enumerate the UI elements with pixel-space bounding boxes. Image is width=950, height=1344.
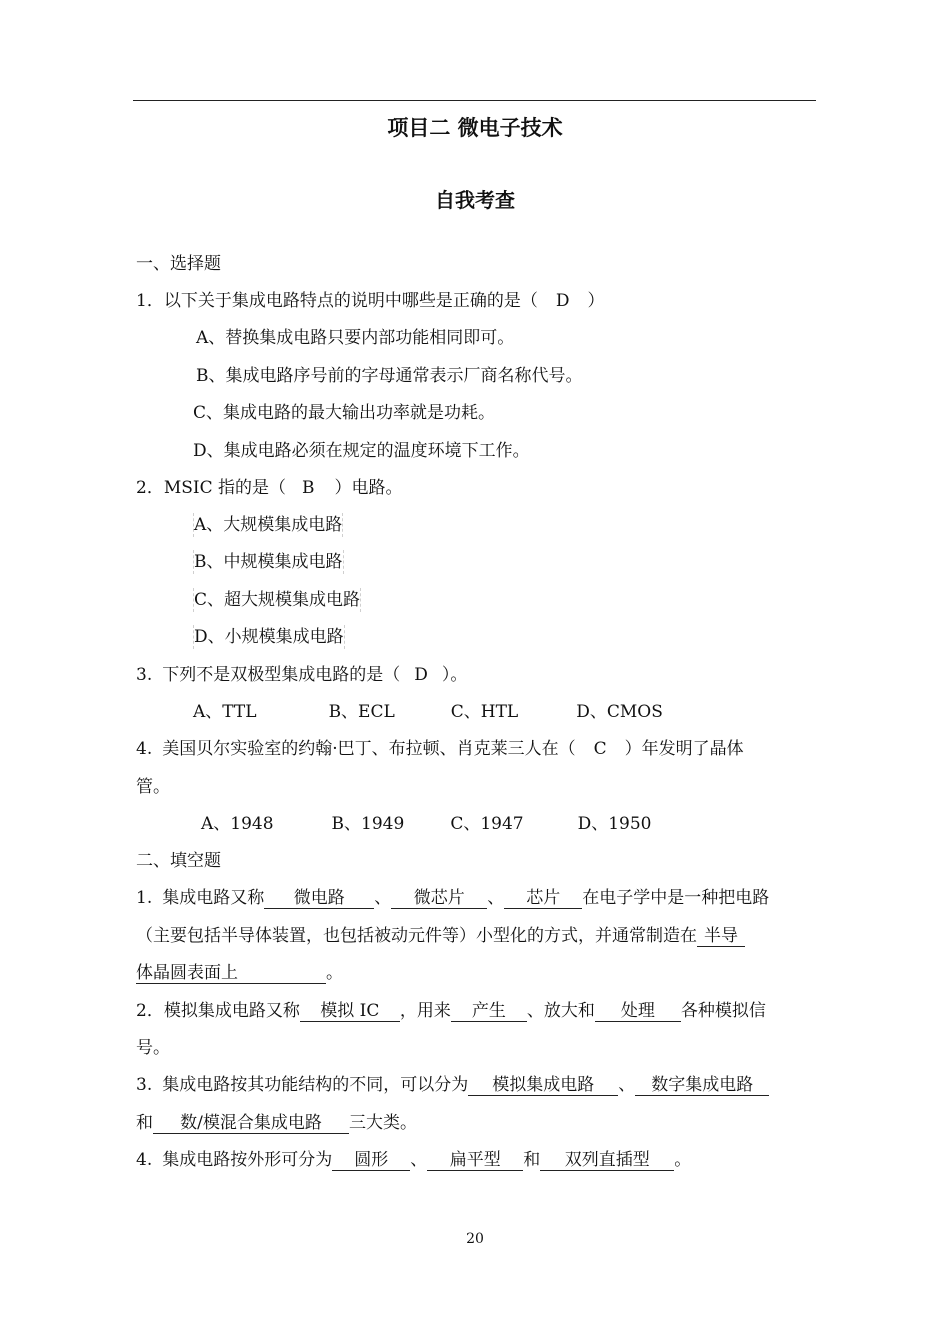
question-3	[136, 663, 467, 687]
question-number: 4.	[136, 739, 153, 759]
option-1c: C、集成电路的最大输出功率就是功耗。	[193, 403, 496, 423]
fill-end: 。	[674, 1150, 692, 1170]
fill-blank-answer: 扁平型	[427, 1150, 523, 1171]
option-3c: C、HTL	[450, 702, 519, 722]
fill-end: 。	[326, 963, 343, 983]
fill-blank-answer: 微电路	[264, 888, 374, 909]
option-4a: A、1948	[201, 814, 274, 834]
fill-text: 模拟集成电路又称	[163, 1001, 300, 1021]
fill-1-line2	[136, 924, 745, 948]
page-subtitle: 自我考查	[435, 188, 515, 212]
fill-blank-answer: 芯片	[504, 888, 582, 909]
page-title: 项目二 微电子技术	[387, 116, 563, 140]
fill-blank-answer: 双列直插型	[540, 1150, 674, 1171]
question-1	[136, 289, 604, 313]
fill-text: 集成电路按外形可分为	[162, 1150, 333, 1170]
fill-text: 、放大和	[526, 1001, 595, 1021]
option-3b: B、ECL	[328, 702, 395, 722]
fill-text: 集成电路按其功能结构的不同，可以分为	[162, 1075, 469, 1095]
fill-text: 集成电路又称	[162, 888, 265, 908]
fill-text: 在电子学中是一种把电路	[582, 888, 770, 908]
question-close: ）年发明了晶体	[624, 739, 744, 759]
page-number: 20	[466, 1231, 484, 1247]
fill-end: 三大类。	[349, 1113, 417, 1133]
answer: B	[302, 478, 315, 498]
option-3a: A、TTL	[193, 702, 257, 722]
option-2c: C、超大规模集成电路	[194, 590, 361, 610]
question-stem: 下列不是双极型集成电路的是（	[162, 665, 401, 685]
fill-sep: 、	[374, 888, 392, 908]
option-3d: D、CMOS	[576, 702, 663, 722]
fill-sep: 、	[618, 1075, 636, 1095]
fill-3	[136, 1073, 769, 1097]
fill-2	[136, 999, 766, 1023]
question-close: ）。	[441, 665, 468, 685]
fill-text: ，用来	[399, 1001, 451, 1021]
fill-blank-answer: 体晶圆表面上	[136, 963, 326, 984]
question-4-continued: 管。	[136, 777, 170, 797]
fill-blank-answer: 产生	[451, 1001, 527, 1022]
fill-text: 和	[523, 1150, 541, 1170]
fill-number: 2．	[136, 1001, 164, 1021]
answer: D	[414, 665, 428, 685]
fill-blank-answer: 微芯片	[391, 888, 487, 909]
question-close: ）	[587, 291, 605, 311]
option-1b: B、集成电路序号前的字母通常表示厂商名称代号。	[196, 366, 583, 386]
fill-2-continued: 号。	[136, 1038, 170, 1058]
fill-text: （主要包括半导体装置，也包括被动元件等）小型化的方式，并通常制造在	[136, 926, 697, 946]
fill-number: 4.	[136, 1150, 153, 1170]
fill-3-line2	[136, 1111, 417, 1135]
fill-blank-answer: 模拟 IC	[300, 1001, 400, 1022]
question-stem: 1．以下关于集成电路特点的说明中哪些是正确的是（	[136, 291, 538, 311]
fill-blank-answer: 模拟集成电路	[468, 1075, 618, 1096]
fill-blank-answer: 数字集成电路	[635, 1075, 769, 1096]
options-4	[201, 812, 652, 836]
option-2a: A、大规模集成电路	[194, 515, 343, 535]
question-number: 3.	[136, 665, 153, 685]
fill-1-line3	[136, 961, 343, 985]
option-4b: B、1949	[331, 814, 405, 834]
fill-blank-answer: 圆形	[332, 1150, 410, 1171]
option-1d: D、集成电路必须在规定的温度环境下工作。	[193, 441, 530, 461]
fill-sep: 、	[487, 888, 505, 908]
fill-number: 1.	[136, 888, 153, 908]
question-close: ）电路。	[334, 478, 403, 498]
fill-number: 3.	[136, 1075, 153, 1095]
option-4d: D、1950	[577, 814, 652, 834]
option-4c: C、1947	[450, 814, 524, 834]
fill-blank-answer: 处理	[595, 1001, 681, 1022]
fill-1	[136, 886, 769, 910]
fill-blank-answer: 数/模混合集成电路	[153, 1113, 349, 1134]
fill-4	[136, 1148, 691, 1172]
fill-text: 和	[136, 1113, 153, 1133]
option-2d: D、小规模集成电路	[194, 627, 344, 647]
question-stem: 2．MSIC 指的是（	[136, 478, 286, 498]
section-heading-choice: 一、选择题	[136, 254, 221, 274]
fill-sep: 、	[410, 1150, 428, 1170]
option-1a: A、替换集成电路只要内部功能相同即可。	[196, 328, 515, 348]
fill-text: 各种模拟信	[680, 1001, 766, 1021]
header-rule	[133, 100, 816, 101]
question-stem: 美国贝尔实验室的约翰·巴丁、布拉顿、肖克莱三人在（	[162, 739, 576, 759]
question-4	[136, 737, 744, 761]
section-heading-fill: 二、填空题	[136, 851, 221, 871]
option-2b: B、中规模集成电路	[194, 552, 343, 572]
answer: C	[593, 739, 607, 759]
options-3	[193, 700, 663, 724]
answer: D	[555, 291, 570, 311]
fill-blank-answer: 半导	[697, 926, 745, 947]
question-2	[136, 476, 403, 500]
